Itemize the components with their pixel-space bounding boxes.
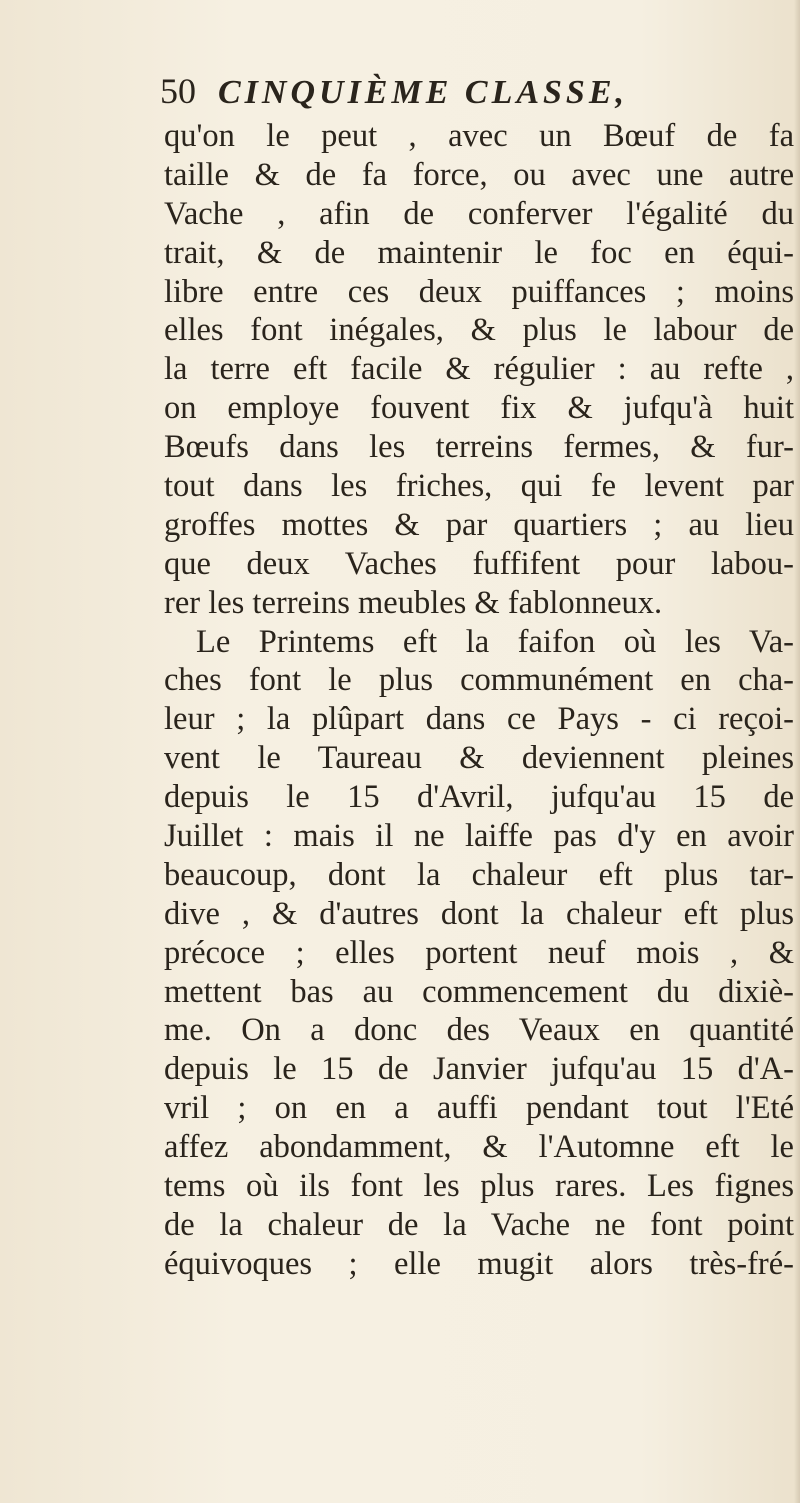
text-line: tout dans les friches, qui fe levent par (164, 468, 794, 505)
text-line: que deux Vaches fuffifent pour labou- (164, 545, 794, 582)
text-line: tems où ils font les plus rares. Les fignes (164, 1168, 794, 1205)
text-line: libre entre ces deux puiffances ; moins (164, 273, 794, 310)
text-line: leur ; la plûpart dans ce Pays - ci reçoi- (164, 701, 794, 738)
text-line: elles font inégales, & plus le labour de (164, 312, 794, 349)
paragraph-end-line: rer les terreins meubles & fablonneux. (164, 584, 663, 621)
text-line: groffes mottes & par quartiers ; au lieu (164, 506, 794, 543)
page-edge-shadow (794, 0, 800, 1503)
text-line: de la chaleur de la Vache ne font point (164, 1206, 794, 1243)
text-line: me. On a donc des Veaux en quantité (164, 1012, 794, 1049)
paragraph-start-line: Le Printems eft la faifon où les Va- (196, 623, 794, 660)
text-line: mettent bas au commencement du dixiè- (164, 973, 794, 1010)
text-line: vent le Taureau & deviennent pleines (164, 740, 794, 777)
text-line: précoce ; elles portent neuf mois , & (164, 934, 794, 971)
text-line: Juillet : mais il ne laiffe pas d'y en avoir (164, 818, 794, 855)
text-line: ches font le plus communément en cha- (164, 662, 794, 699)
text-line: qu'on le peut , avec un Bœuf de fa (164, 118, 794, 154)
text-line: la terre eft facile & régulier : au refte , (164, 351, 794, 388)
text-line: affez abondamment, & l'Automne eft le (164, 1129, 794, 1166)
text-line: dive , & d'autres dont la chaleur eft plus (164, 895, 794, 932)
text-line: Vache , afin de conferver l'égalité du (164, 195, 794, 232)
text-line: depuis le 15 de Janvier jufqu'au 15 d'A- (164, 1051, 794, 1088)
text-line: on employe fouvent fix & jufqu'à huit (164, 390, 794, 427)
text-line: trait, & de maintenir le foc en équi- (164, 234, 794, 271)
text-line: taille & de fa force, ou avec une autre (164, 156, 794, 193)
text-line: vril ; on en a auffi pendant tout l'Eté (164, 1090, 794, 1127)
section-title: CINQUIÈME CLASSE, (218, 74, 629, 111)
text-line: Bœufs dans les terreins fermes, & fur- (164, 429, 794, 466)
text-body (164, 117, 794, 1284)
text-line: depuis le 15 d'Avril, jufqu'au 15 de (164, 779, 794, 816)
text-line: beaucoup, dont la chaleur eft plus tar- (164, 856, 794, 893)
running-head (160, 66, 760, 116)
text-line: équivoques ; elle mugit alors très-fré- (164, 1245, 794, 1282)
page-number: 50 (160, 71, 196, 111)
